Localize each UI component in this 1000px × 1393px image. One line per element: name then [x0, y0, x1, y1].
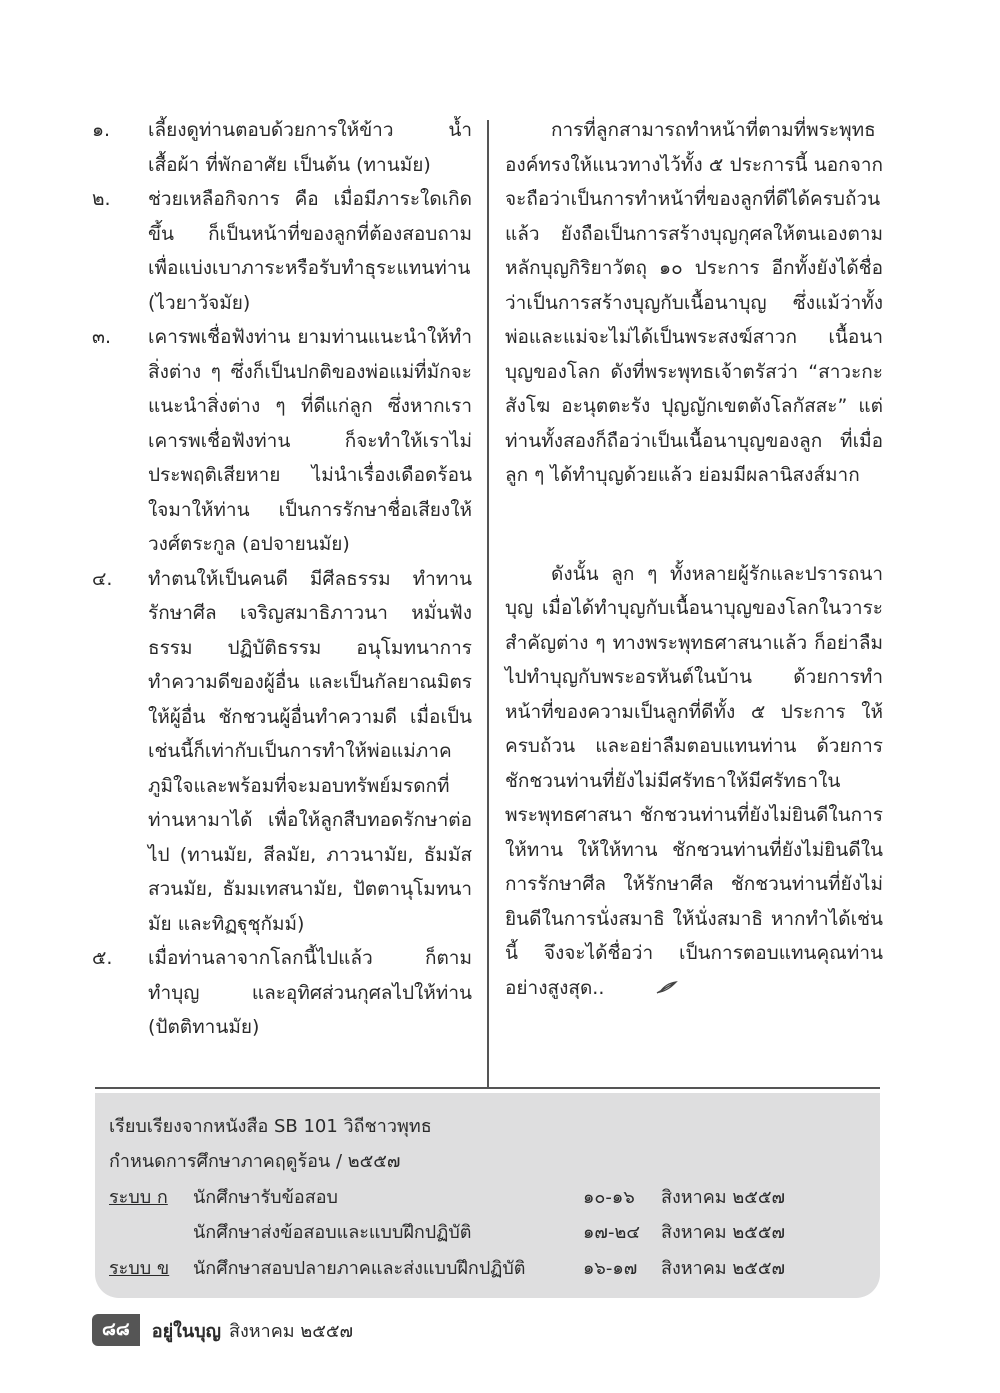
schedule-dates: ๑๖-๑๗ — [583, 1258, 638, 1279]
reference-box — [95, 1093, 880, 1298]
list-number: ๔. — [92, 567, 113, 590]
list-text: ช่วยเหลือกิจการ คือ เมื่อมีภาระใดเกิดขึ้น ก็เป็นหน้าที่ของลูกที่ต้องสอบถามเพื่อแบ่งเบาภาระหรือรับทำธุระแทนท่าน (ไวยาวัจมัย) — [148, 188, 472, 314]
schedule-month: สิงหาคม ๒๕๕๗ — [661, 1187, 786, 1208]
schedule-month: สิงหาคม ๒๕๕๗ — [661, 1222, 786, 1243]
issue-date: สิงหาคม ๒๕๕๗ — [229, 1320, 354, 1342]
feather-pen-icon — [610, 971, 678, 1006]
paragraph-2 — [505, 557, 883, 1006]
magazine-name: อยู่ในบุญ — [151, 1320, 221, 1342]
system-label: ระบบ ก — [109, 1187, 168, 1208]
list-number: ๒. — [92, 188, 111, 210]
paragraph-1: การที่ลูกสามารถทำหน้าที่ตามที่พระพุทธองค์ทรงให้แนวทางไว้ทั้ง ๕ ประการนี้ นอกจากจะถือว่าเป็นการทำหน้าที่ของลูกที่ดีได้ครบถ้วนแล้ว ยังถือเป็นการสร้างบุญกุศลให้ตนเองตามหลักบุญกิริยาวัตถุ ๑๐ ประการ อีกทั้งยังได้ชื่อว่าเป็นการสร้างบุญกับเนื้อนาบุญ ซึ่งแม้ว่าทั้งพ่อและแม่จะไม่ได้เป็นพระสงฆ์สาวก เนื้อนาบุญของโลก ดังที่พระพุทธเจ้าตรัสว่า “สาวะกะสังโฆ อะนุตตะรัง ปุญญักเขตตังโลกัสสะ” แต่ท่านทั้งสองก็ถือว่าเป็นเนื้อนาบุญของลูก ที่เมื่อลูก ๆ ได้ทำบุญด้วยแล้ว ย่อมมีผลานิสงส์มาก — [505, 119, 883, 486]
list-text: ทำตนให้เป็นคนดี มีศีลธรรม ทำทาน รักษาศีล เจริญสมาธิภาวนา หมั่นฟังธรรม ปฏิบัติธรรม อนุโมทนาการทำความดีของผู้อื่น และเป็นกัลยาณมิตรให้ผู้อื่น ชักชวนผู้อื่นทำความดี เมื่อเป็นเช่นนี้ก็เท่ากับเป็นการทำให้พ่อแม่ภาคภูมิใจและพร้อมที่จะมอบทรัพย์มรดกที่ท่านหามาได้ เพื่อให้ลูกสืบทอดรักษาต่อไป (ทานมัย, สีลมัย, ภาวนามัย, ธัมมัสสวนมัย, ธัมมเทสนามัย, ปัตตานุโมทนามัย และทิฏฐุชุกัมม์) — [148, 567, 472, 935]
schedule-dates: ๑๗-๒๔ — [583, 1222, 640, 1243]
schedule-dates: ๑๐-๑๖ — [583, 1187, 635, 1208]
column-divider — [487, 120, 489, 1088]
system-label: ระบบ ข — [109, 1258, 170, 1279]
list-text: เคารพเชื่อฟังท่าน ยามท่านแนะนำให้ทำสิ่งต่าง ๆ ซึ่งก็เป็นปกติของพ่อแม่ที่มักจะแนะนำสิ่งต่าง ๆ ที่ดีแก่ลูก ซึ่งหากเราเคารพเชื่อฟังท่าน ก็จะทำให้เราไม่ประพฤติเสียหาย ไม่นำเรื่องเดือดร้อนใจมาให้ท่าน เป็นการรักษาชื่อเสียงให้วงศ์ตระกูล (อปจายนมัย) — [148, 326, 472, 555]
list-number: ๓. — [92, 326, 112, 348]
schedule-desc: นักศึกษาสอบปลายภาคและส่งแบบฝึกปฏิบัติ — [193, 1258, 526, 1279]
list-text: เลี้ยงดูท่านตอบด้วยการให้ข้าว น้ำ เสื้อผ้า ที่พักอาศัย เป็นต้น (ทานมัย) — [148, 119, 472, 176]
page-footer — [92, 1313, 353, 1347]
schedule-desc: นักศึกษาส่งข้อสอบและแบบฝึกปฏิบัติ — [193, 1222, 472, 1243]
section-divider — [95, 1087, 880, 1089]
schedule-title: กำหนดการศึกษาภาคฤดูร้อน / ๒๕๕๗ — [109, 1151, 401, 1172]
list-text: เมื่อท่านลาจากโลกนี้ไปแล้ว ก็ตามทำบุญ และอุทิศส่วนกุศลไปให้ท่าน (ปัตติทานมัย) — [148, 947, 472, 1038]
article-body — [505, 113, 883, 1005]
list-item — [92, 562, 472, 942]
page-number: ๘๘ — [92, 1314, 140, 1346]
list-item — [92, 941, 472, 1045]
schedule-month: สิงหาคม ๒๕๕๗ — [661, 1258, 786, 1279]
source-note: เรียบเรียงจากหนังสือ SB 101 วิถีชาวพุทธ — [109, 1116, 432, 1137]
list-item — [92, 182, 472, 320]
paragraph-2-text: ดังนั้น ลูก ๆ ทั้งหลายผู้รักและปรารถนาบุญ เมื่อได้ทำบุญกับเนื้อนาบุญของโลกในวาระสำคัญต่าง ๆ ทางพระพุทธศาสนาแล้ว ก็อย่าลืมไปทำบุญกับพระอรหันต์ในบ้าน ด้วยการทำหน้าที่ของความเป็นลูกที่ดีทั้ง ๕ ประการ ให้ครบถ้วน และอย่าลืมตอบแทนท่าน ด้วยการชักชวนท่านที่ยังไม่มีศรัทธาให้มีศรัทธาในพระพุทธศาสนา ชักชวนท่านที่ยังไม่ยินดีในการให้ทาน ให้ให้ทาน ชักชวนท่านที่ยังไม่ยินดีในการรักษาศีล ให้รักษาศีล ชักชวนท่านที่ยังไม่ยินดีในการนั่งสมาธิ ให้นั่งสมาธิ หากทำได้เช่นนี้ จึงจะได้ชื่อว่า เป็นการตอบแทนคุณท่านอย่างสูงสุด.. — [505, 562, 883, 999]
numbered-list — [92, 113, 472, 1045]
list-number: ๕. — [92, 947, 113, 969]
list-number: ๑. — [92, 119, 111, 141]
schedule-desc: นักศึกษารับข้อสอบ — [193, 1187, 338, 1208]
list-item — [92, 320, 472, 562]
list-item — [92, 113, 472, 182]
